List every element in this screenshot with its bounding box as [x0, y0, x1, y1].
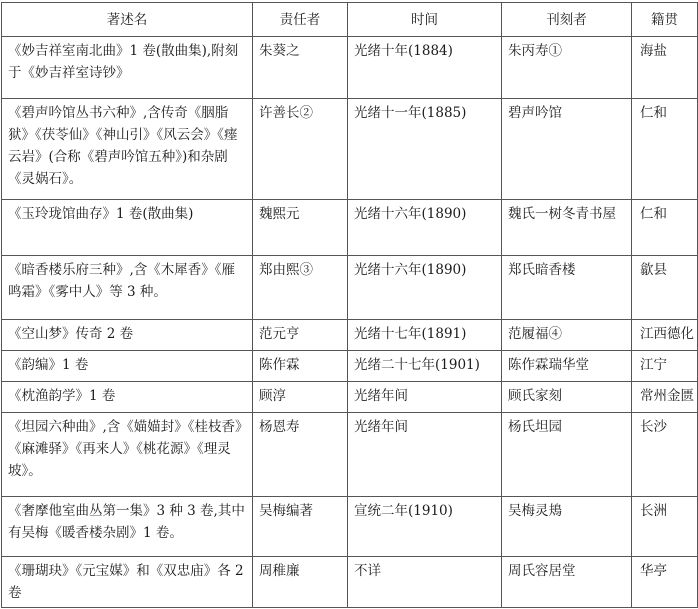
cell-origin: 仁和	[632, 200, 698, 256]
table-row	[2, 200, 698, 256]
cell-publisher: 郑氏暗香楼	[502, 256, 632, 320]
cell-publisher: 朱丙寿①	[502, 37, 632, 99]
cell-author: 周稚廉	[253, 557, 348, 608]
cell-author: 范元亨	[253, 320, 348, 351]
cell-origin: 江西德化	[632, 320, 698, 351]
cell-title: 《暗香楼乐府三种》,含《木犀香》《雁鸣霜》《雾中人》等 3 种。	[2, 256, 253, 320]
cell-publisher: 周氏容居堂	[502, 557, 632, 608]
cell-date: 光绪十七年(1891)	[348, 320, 502, 351]
cell-title: 《碧声吟馆丛书六种》,含传奇《胭脂狱》《茯苓仙》《神山引》《风云会》《瘗云岩》(合称《碧声吟馆五种》)和杂剧《灵娲石》。	[2, 99, 253, 200]
header-origin: 籍贯	[632, 3, 698, 37]
cell-publisher: 魏氏一树冬青书屋	[502, 200, 632, 256]
cell-author: 朱葵之	[253, 37, 348, 99]
cell-author: 郑由熙③	[253, 256, 348, 320]
cell-date: 宣统二年(1910)	[348, 497, 502, 557]
table-row	[2, 557, 698, 608]
cell-author: 杨恩寿	[253, 413, 348, 497]
table-row	[2, 497, 698, 557]
table-row	[2, 351, 698, 382]
cell-origin: 仁和	[632, 99, 698, 200]
cell-date: 不详	[348, 557, 502, 608]
table-row	[2, 99, 698, 200]
cell-author: 许善长②	[253, 99, 348, 200]
cell-title: 《坦园六种曲》,含《媌媌封》《桂枝香》《麻滩驿》《再来人》《桃花源》《理灵坡》。	[2, 413, 253, 497]
table-row	[2, 413, 698, 497]
cell-title: 《枕渔韵学》1 卷	[2, 382, 253, 413]
table-row	[2, 382, 698, 413]
cell-origin: 海盐	[632, 37, 698, 99]
cell-publisher: 吴梅灵鳺	[502, 497, 632, 557]
cell-author: 陈作霖	[253, 351, 348, 382]
cell-author: 吴梅编著	[253, 497, 348, 557]
publications-table	[1, 2, 698, 608]
header-row	[2, 3, 698, 37]
cell-origin: 华亭	[632, 557, 698, 608]
table-row	[2, 37, 698, 99]
table-row	[2, 320, 698, 351]
cell-date: 光绪年间	[348, 382, 502, 413]
cell-date: 光绪十一年(1885)	[348, 99, 502, 200]
cell-origin: 常州金匮	[632, 382, 698, 413]
cell-title: 《韵编》1 卷	[2, 351, 253, 382]
cell-date: 光绪十六年(1890)	[348, 200, 502, 256]
table-container	[1, 2, 697, 608]
cell-date: 光绪十六年(1890)	[348, 256, 502, 320]
header-publisher: 刊刻者	[502, 3, 632, 37]
cell-publisher: 顾氏家刻	[502, 382, 632, 413]
table-row	[2, 256, 698, 320]
header-title: 著述名	[2, 3, 253, 37]
cell-origin: 歙县	[632, 256, 698, 320]
cell-title: 《妙吉祥室南北曲》1 卷(散曲集),附刻于《妙吉祥室诗钞》	[2, 37, 253, 99]
cell-author: 魏熙元	[253, 200, 348, 256]
cell-title: 《空山梦》传奇 2 卷	[2, 320, 253, 351]
cell-date: 光绪十年(1884)	[348, 37, 502, 99]
cell-publisher: 碧声吟馆	[502, 99, 632, 200]
cell-publisher: 杨氏坦园	[502, 413, 632, 497]
header-author: 责任者	[253, 3, 348, 37]
cell-publisher: 范履福④	[502, 320, 632, 351]
cell-origin: 江宁	[632, 351, 698, 382]
cell-title: 《玉玲珑馆曲存》1 卷(散曲集)	[2, 200, 253, 256]
cell-origin: 长洲	[632, 497, 698, 557]
cell-origin: 长沙	[632, 413, 698, 497]
cell-title: 《珊瑚玦》《元宝媒》和《双忠庙》各 2 卷	[2, 557, 253, 608]
cell-title: 《奢摩他室曲丛第一集》3 种 3 卷,其中有吴梅《暖香楼杂剧》1 卷。	[2, 497, 253, 557]
cell-date: 光绪年间	[348, 413, 502, 497]
cell-publisher: 陈作霖瑞华堂	[502, 351, 632, 382]
header-date: 时间	[348, 3, 502, 37]
cell-author: 顾淳	[253, 382, 348, 413]
cell-date: 光绪二十七年(1901)	[348, 351, 502, 382]
